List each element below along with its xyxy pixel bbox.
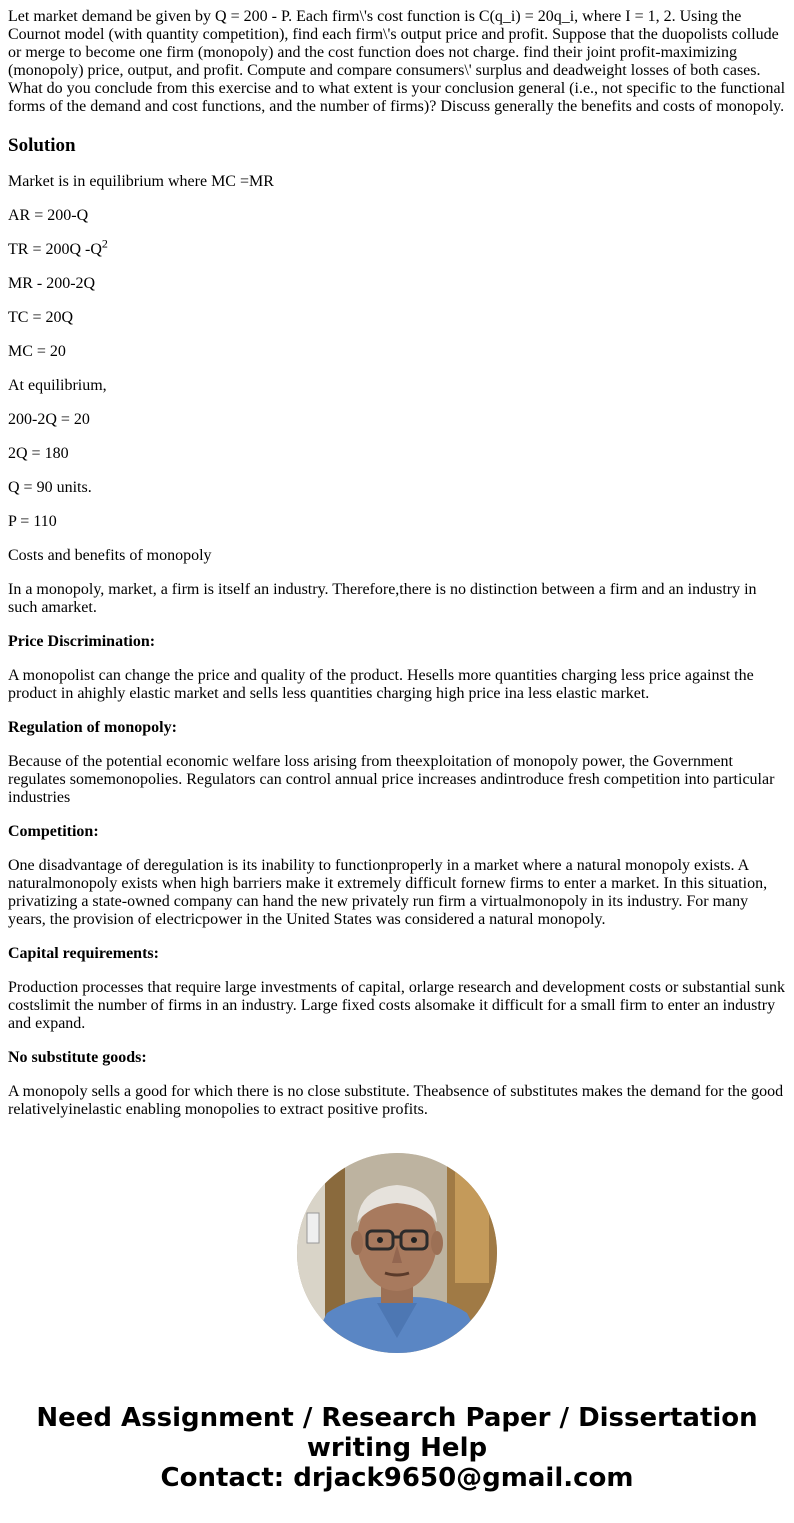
step-line [8, 236, 788, 259]
step-line: P = 110 [8, 513, 57, 530]
section-heading: Competition: [8, 823, 99, 840]
step-line: TC = 20Q [8, 309, 74, 326]
section-paragraph: Production processes that require large investments of capital, orlarge research and development costs or substantial sunk costslimit the number of firms in an industry. Large fixed costs alsomake it difficult for a small firm to enter an industry and expand. [8, 979, 785, 1032]
footer-contact: Contact: drjack9650@gmail.com [160, 1463, 634, 1493]
section-heading: Regulation of monopoly: [8, 719, 177, 736]
author-avatar [297, 1153, 497, 1353]
footer-line: Need Assignment / Research Paper / Dissertation [36, 1403, 758, 1433]
footer-line: writing Help [306, 1433, 488, 1463]
author-portrait-icon [297, 1153, 497, 1353]
section-heading: Capital requirements: [8, 945, 159, 962]
step-line: MR - 200-2Q [8, 275, 96, 292]
step-line: MC = 20 [8, 343, 66, 360]
article-content [8, 8, 788, 1122]
section-heading: Price Discrimination: [8, 633, 156, 650]
intro-paragraph: In a monopoly, market, a firm is itself an industry. Therefore,there is no distinction between a firm and an industry in such amarket. [8, 581, 757, 616]
step-line: Costs and benefits of monopoly [8, 547, 212, 564]
step-line: 2Q = 180 [8, 445, 69, 462]
section-paragraph: A monopolist can change the price and quality of the product. Hesells more quantities charging less price against the product in ahighly elastic market and sells less quantities charging high price ina less elastic market. [8, 667, 754, 702]
contact-footer [0, 1403, 794, 1493]
step-text: TR = 200Q -Q [8, 241, 102, 258]
section-paragraph: A monopoly sells a good for which there is no close substitute. Theabsence of substitutes makes the demand for the good relativelyinelastic enabling monopolies to extract positive profits. [8, 1083, 784, 1118]
step-line: Q = 90 units. [8, 479, 92, 496]
question-text: Let market demand be given by Q = 200 - P. Each firm\'s cost function is C(q_i) = 20q_i, where I = 1, 2. Using the Cournot model (with quantity competition), find each firm\'s output price and profit. Suppose that the duopolists collude or merge to become one firm (monopoly) and the cost function does not charge. find their joint profit-maximizing (monopoly) price, output, and profit. Compute and compare consumers\' surplus and deadweight losses of both cases. What do you conclude from this exercise and to what extent is your conclusion general (i.e., not specific to the functional forms of the demand and cost functions, and the number of firms)? Discuss generally the benefits and costs of monopoly. [8, 8, 786, 115]
section-paragraph: One disadvantage of deregulation is its inability to functionproperly in a market where a natural monopoly exists. A naturalmonopoly exists when high barriers make it extremely difficult fornew firms to enter a market. In this situation, privatizing a state-owned company can hand the new privately run firm a virtualmonopoly in its industry. For many years, the provision of electricpower in the United States was considered a natural monopoly. [8, 857, 768, 928]
section-paragraph: Because of the potential economic welfare loss arising from theexploitation of monopoly power, the Government regulates somemonopolies. Regulators can control annual price increases andintroduce fresh competition into particular industries [8, 753, 775, 806]
solution-heading: Solution [8, 135, 76, 156]
step-line: At equilibrium, [8, 377, 107, 394]
step-line: AR = 200-Q [8, 207, 89, 224]
step-line: 200-2Q = 20 [8, 411, 90, 428]
superscript: 2 [101, 236, 108, 251]
section-heading: No substitute goods: [8, 1049, 147, 1066]
step-line: Market is in equilibrium where MC =MR [8, 173, 274, 190]
